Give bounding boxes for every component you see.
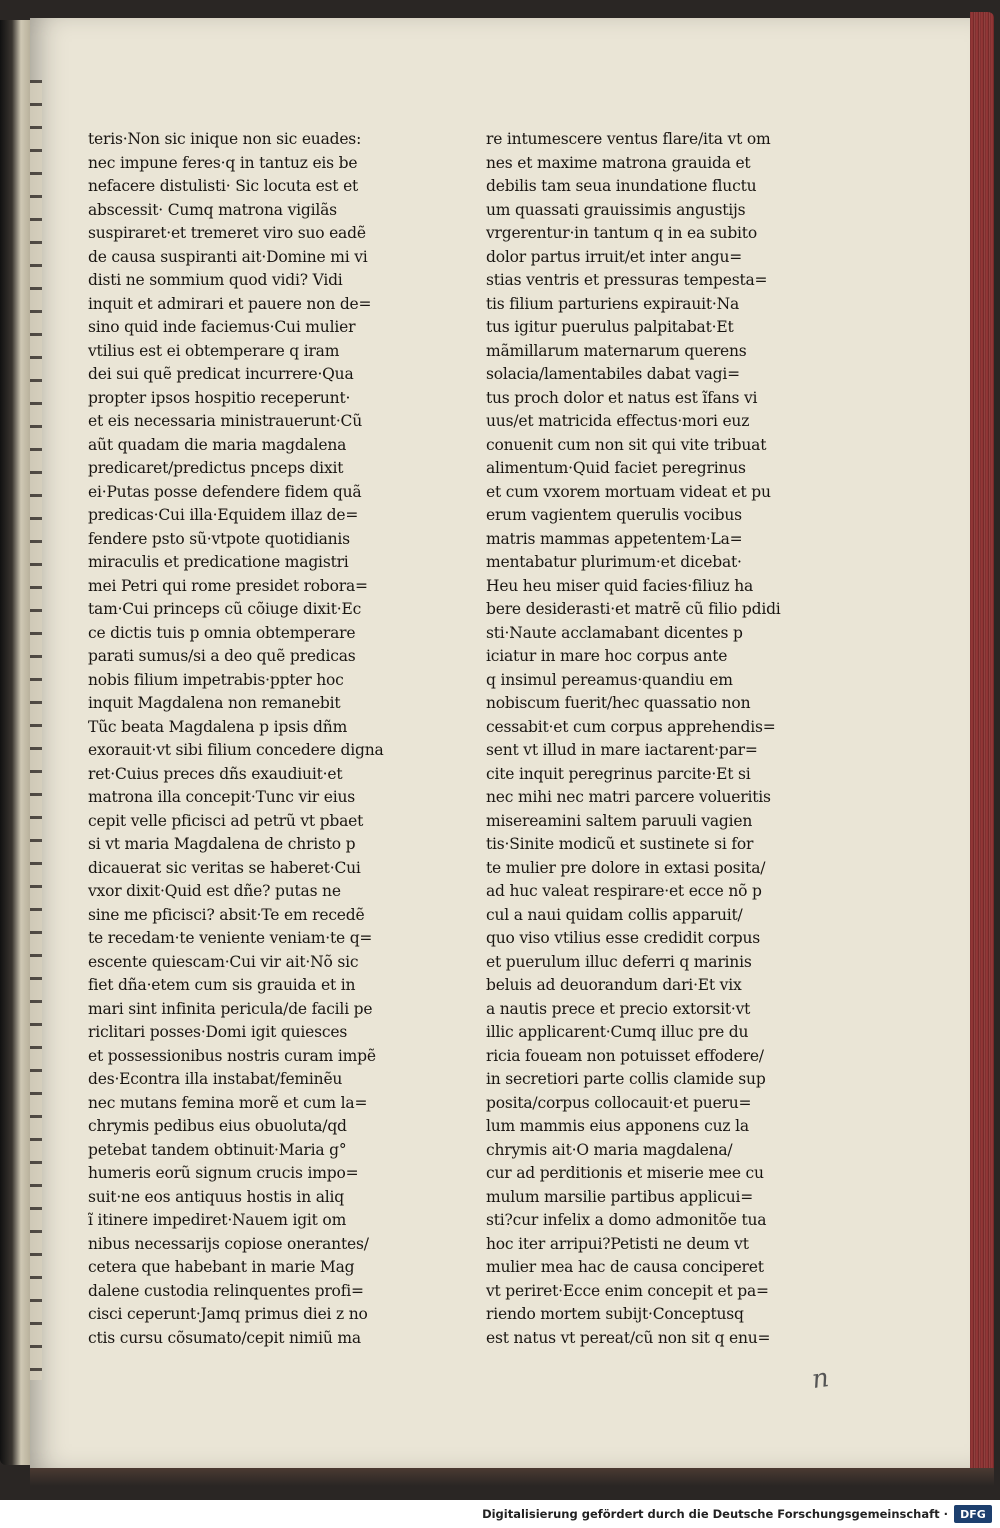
left-column-line: Tũc beata Magdalena p ipsis dñm bbox=[88, 717, 348, 736]
left-column-line: predicaret/predictus pnceps dixit bbox=[88, 459, 344, 477]
right-column-line: vrgerentur·in tantum q in ea subito bbox=[486, 224, 757, 242]
left-column-line: mari sint infinita pericula/de facili pe bbox=[88, 999, 373, 1018]
book-right-edge bbox=[970, 12, 994, 1474]
right-column-line: ricia foueam non potuisset effodere/ bbox=[486, 1046, 764, 1065]
left-column-line: teris·Non sic inique non sic euades: bbox=[88, 130, 362, 148]
left-column-line: suspiraret·et tremeret viro suo eadẽ bbox=[88, 224, 366, 242]
right-column-line: hoc iter arripui?Petisti ne deum vt bbox=[486, 1234, 749, 1253]
book-left-edge bbox=[0, 20, 30, 1465]
right-column-line: et puerulum illuc deferri q marinis bbox=[486, 952, 752, 971]
text-column-right bbox=[486, 128, 826, 1350]
right-column-line: beluis ad deuorandum dari·Et vix bbox=[486, 976, 742, 994]
left-column-line: vtilius est ei obtemperare q iram bbox=[88, 341, 340, 360]
right-column-line: tis filium parturiens expirauit·Na bbox=[486, 294, 740, 313]
right-column-line: in secretiori parte collis clamide sup bbox=[486, 1070, 766, 1088]
right-column-line: iciatur in mare hoc corpus ante bbox=[486, 647, 728, 665]
right-column-line: tus proch dolor et natus est ĩfans vi bbox=[486, 388, 758, 407]
left-column-line: inquit et admirari et pauere non de= bbox=[88, 294, 372, 313]
left-column-line: dalene custodia relinquentes profi= bbox=[88, 1281, 364, 1300]
right-column-line: mentabatur plurimum·et dicebat· bbox=[486, 553, 742, 571]
right-column-line: misereamini saltem paruuli vagien bbox=[486, 811, 753, 830]
right-column-line: cul a naui quidam collis apparuit/ bbox=[486, 905, 743, 924]
right-column-line: cessabit·et cum corpus apprehendis= bbox=[486, 717, 776, 736]
right-column-line: mãmillarum maternarum querens bbox=[486, 341, 747, 360]
right-column-line: a nautis prece et precio extorsit·vt bbox=[486, 999, 751, 1018]
left-column-line: te recedam·te veniente veniam·te q= bbox=[88, 929, 373, 947]
left-column-line: ĩ itinere impediret·Nauem igit om bbox=[88, 1211, 347, 1229]
right-column-line: conuenit cum non sit qui vite tribuat bbox=[486, 435, 767, 454]
right-column-line: q insimul pereamus·quandiu em bbox=[486, 670, 733, 689]
right-column-line: alimentum·Quid faciet peregrinus bbox=[486, 459, 746, 477]
right-column-line: quo viso vtilius esse credidit corpus bbox=[486, 929, 761, 947]
right-column-line: te mulier pre dolore in extasi posita/ bbox=[486, 858, 766, 877]
left-column-line: fiet dña·etem cum sis grauida et in bbox=[88, 976, 356, 994]
left-column-line: nobis filium impetrabis·ppter hoc bbox=[88, 670, 344, 689]
footer-credit: Digitalisierung gefördert durch die Deutsche Forschungsgemeinschaft · bbox=[482, 1507, 948, 1521]
left-column-line: ei·Putas posse defendere fidem quã bbox=[88, 482, 362, 501]
right-column-line: um quassati grauissimis angustijs bbox=[486, 200, 746, 219]
left-column-line: fendere psto sũ·vtpote quotidianis bbox=[88, 529, 350, 548]
right-column-line: Heu heu miser quid facies·filiuz ha bbox=[486, 576, 754, 595]
left-column-line: si vt maria Magdalena de christo p bbox=[88, 835, 356, 853]
left-column-line: nefacere distulisti· Sic locuta est et bbox=[88, 177, 359, 195]
right-column-line: mulum marsilie partibus applicui= bbox=[486, 1187, 754, 1206]
left-column-line: nibus necessarijs copiose onerantes/ bbox=[88, 1234, 369, 1253]
right-column-line: tus igitur puerulus palpitabat·Et bbox=[486, 318, 734, 336]
right-column-line: illic applicarent·Cumq illuc pre du bbox=[486, 1023, 749, 1041]
left-column-line: suit·ne eos antiquus hostis in aliq bbox=[88, 1187, 344, 1206]
left-column-line: miraculis et predicatione magistri bbox=[88, 553, 349, 571]
right-column-line: ad huc valeat respirare·et ecce nõ p bbox=[486, 882, 762, 900]
right-column-line: nec mihi nec matri parcere volueritis bbox=[486, 788, 771, 806]
left-column-line: nec mutans femina morẽ et cum la= bbox=[88, 1093, 368, 1112]
right-column-line: lum mammis eius apponens cuz la bbox=[486, 1117, 749, 1135]
left-column-line: vxor dixit·Quid est dñe? putas ne bbox=[88, 882, 341, 900]
left-column-line: parati sumus/si a deo quẽ predicas bbox=[88, 647, 356, 665]
right-column-line: vt periret·Ecce enim concepit et pa= bbox=[486, 1281, 769, 1300]
right-column-line: et cum vxorem mortuam videat et pu bbox=[486, 482, 771, 501]
left-column-line: tam·Cui princeps cũ cõiuge dixit·Ec bbox=[88, 600, 362, 618]
right-column-line: sti?cur infelix a domo admonitõe tua bbox=[486, 1211, 767, 1229]
left-column-line: ret·Cuius preces dñs exaudiuit·et bbox=[88, 764, 343, 783]
left-column-line: propter ipsos hospitio receperunt· bbox=[88, 388, 351, 407]
right-column-line: nobiscum fuerit/hec quassatio non bbox=[486, 694, 751, 712]
left-column-line: de causa suspiranti ait·Domine mi vi bbox=[88, 247, 368, 266]
right-column-line: riendo mortem subijt·Conceptusq bbox=[486, 1305, 744, 1323]
left-column-line: inquit Magdalena non remanebit bbox=[88, 694, 341, 712]
left-column-line: nec impune feres·q in tantuz eis be bbox=[88, 153, 358, 172]
right-column-line: est natus vt pereat/cũ non sit q enu= bbox=[486, 1328, 771, 1347]
left-column-line: disti ne sommium quod vidi? Vidi bbox=[88, 271, 343, 289]
left-column-line: et eis necessaria ministrauerunt·Cũ bbox=[88, 412, 362, 430]
right-column-line: chrymis ait·O maria magdalena/ bbox=[486, 1140, 733, 1159]
left-column-line: escente quiescam·Cui vir ait·Nõ sic bbox=[88, 952, 359, 971]
right-column-line: debilis tam seua inundatione fluctu bbox=[486, 177, 757, 195]
right-column-line: sti·Naute acclamabant dicentes p bbox=[486, 623, 743, 642]
left-column-line: abscessit· Cumq matrona vigilãs bbox=[88, 200, 337, 219]
left-column-line: ce dictis tuis p omnia obtemperare bbox=[88, 623, 356, 642]
left-column-line: riclitari posses·Domi igit quiesces bbox=[88, 1023, 348, 1041]
right-column-line: tis·Sinite modicũ et sustinete si for bbox=[486, 835, 754, 853]
footer-bar bbox=[0, 1500, 1000, 1528]
right-column-line: nes et maxime matrona grauida et bbox=[486, 153, 751, 172]
right-column-line: posita/corpus collocauit·et pueru= bbox=[486, 1093, 752, 1112]
left-column-line: petebat tandem obtinuit·Maria g° bbox=[88, 1140, 347, 1159]
left-column-line: sino quid inde faciemus·Cui mulier bbox=[88, 318, 356, 336]
left-column-line: aũt quadam die maria magdalena bbox=[88, 435, 347, 454]
right-column-line: uus/et matricida effectus·mori euz bbox=[486, 412, 750, 430]
right-column-line: re intumescere ventus flare/ita vt om bbox=[486, 130, 771, 148]
right-column-line: cite inquit peregrinus parcite·Et si bbox=[486, 764, 751, 783]
left-column-line: dei sui quẽ predicat incurrere·Qua bbox=[88, 365, 354, 383]
facing-page-bleed bbox=[30, 80, 42, 1380]
left-column-line: cepit velle pficisci ad petrũ vt pbaet bbox=[88, 811, 364, 830]
left-column-line: predicas·Cui illa·Equidem illaz de= bbox=[88, 506, 359, 524]
right-column-line: stias ventris et pressuras tempesta= bbox=[486, 271, 768, 289]
right-column-line: dolor partus irruit/et inter angu= bbox=[486, 247, 743, 266]
right-column-line: bere desiderasti·et matrẽ cũ filio pdidi bbox=[486, 600, 781, 618]
left-column-line: exorauit·vt sibi filium concedere digna bbox=[88, 741, 384, 759]
left-column-line: cetera que habebant in marie Mag bbox=[88, 1258, 355, 1276]
left-column-line: mei Petri qui rome presidet robora= bbox=[88, 576, 368, 595]
right-column-line: erum vagientem querulis vocibus bbox=[486, 506, 742, 524]
right-column-line: sent vt illud in mare iactarent·par= bbox=[486, 741, 758, 759]
text-column-left bbox=[88, 128, 428, 1350]
right-column-line: solacia/lamentabiles dabat vagi= bbox=[486, 365, 740, 383]
left-column-line: et possessionibus nostris curam impẽ bbox=[88, 1046, 376, 1065]
marginal-note: n bbox=[809, 1362, 831, 1396]
left-column-line: dicauerat sic veritas se haberet·Cui bbox=[88, 858, 361, 877]
left-column-line: chrymis pedibus eius obuoluta/qd bbox=[88, 1117, 347, 1135]
right-column-line: cur ad perditionis et miserie mee cu bbox=[486, 1164, 764, 1182]
right-column-line: mulier mea hac de causa conciperet bbox=[486, 1258, 764, 1276]
left-column-line: cisci ceperunt·Jamq primus diei z no bbox=[88, 1305, 368, 1323]
left-column-line: sine me pficisci? absit·Te em recedẽ bbox=[88, 905, 365, 924]
page-bottom-shadow bbox=[30, 1468, 994, 1486]
left-column-line: matrona illa concepit·Tunc vir eius bbox=[88, 788, 356, 806]
right-column-line: matris mammas appetentem·La= bbox=[486, 529, 743, 548]
left-column-line: des·Econtra illa instabat/feminẽu bbox=[88, 1070, 343, 1088]
dfg-logo: DFG bbox=[954, 1505, 992, 1523]
left-column-line: ctis cursu cõsumato/cepit nimiũ ma bbox=[88, 1328, 361, 1347]
left-column-line: humeris eorũ signum crucis impo= bbox=[88, 1164, 359, 1182]
